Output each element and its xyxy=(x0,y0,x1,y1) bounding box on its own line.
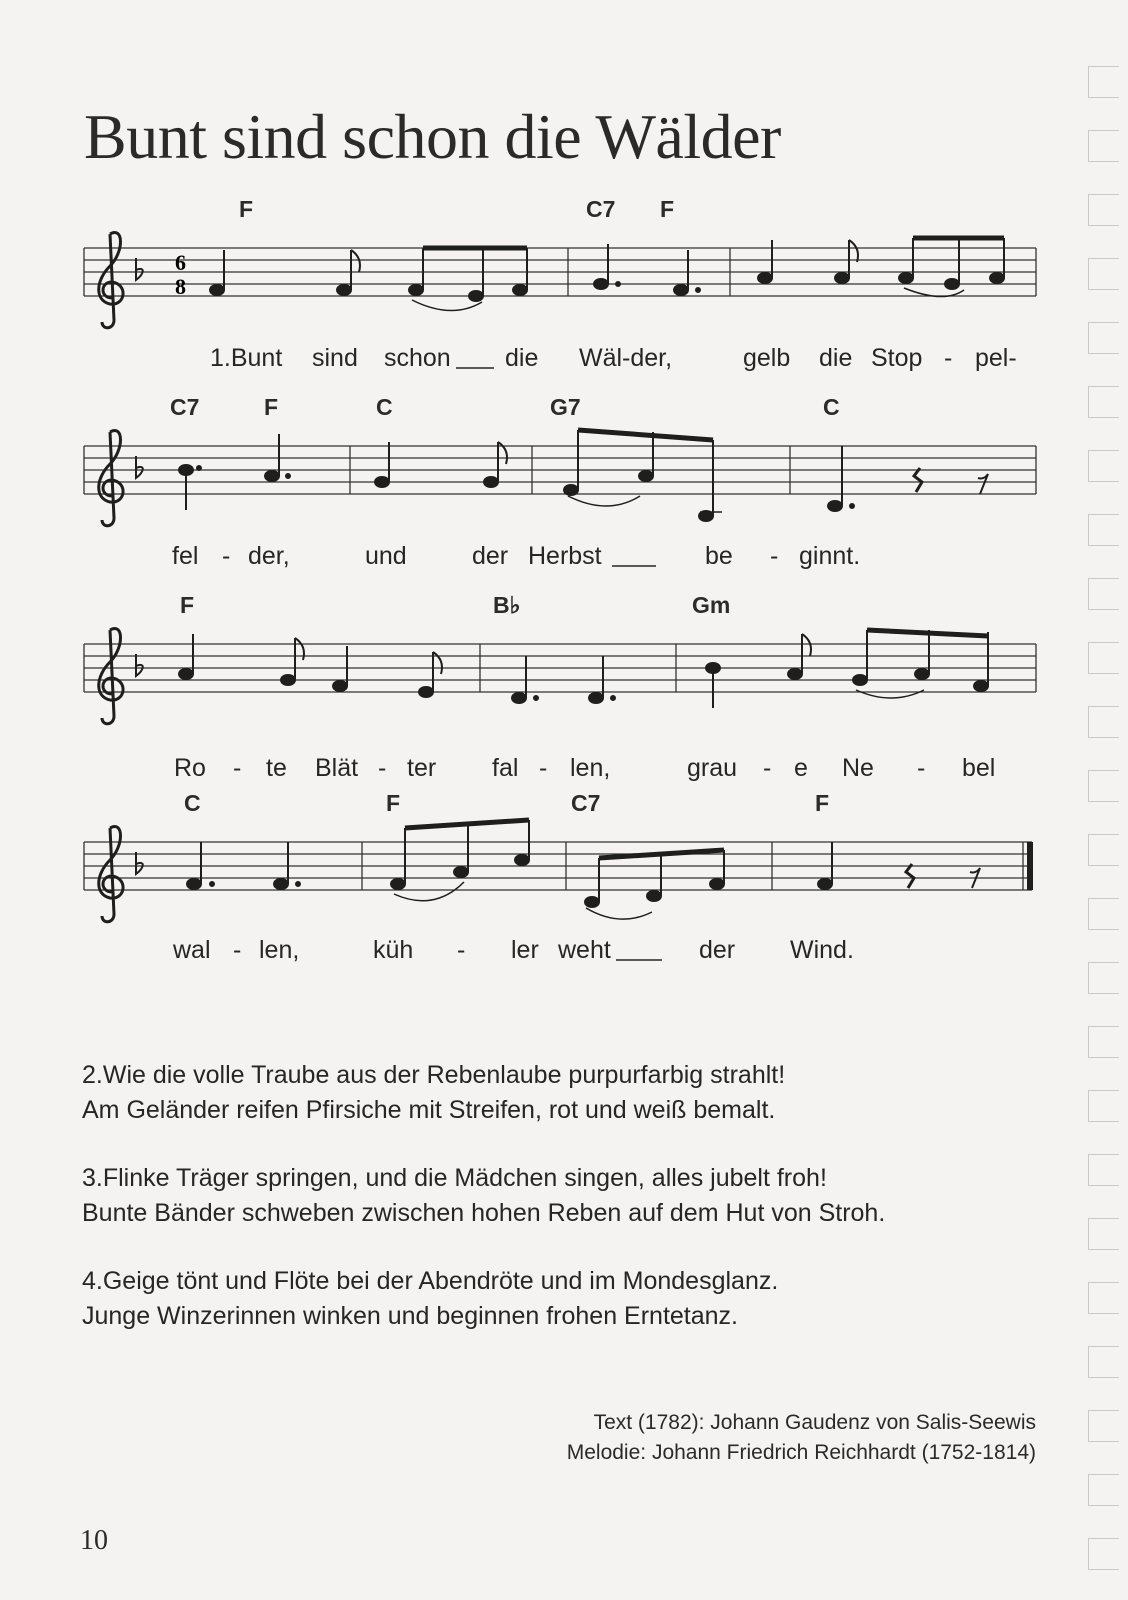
chord-symbol: G7 xyxy=(550,394,581,420)
text-credit: Text (1782): Johann Gaudenz von Salis-Seewis xyxy=(593,1411,1036,1434)
binding-ring-icon xyxy=(1088,1090,1119,1122)
lyric-syllable: fal xyxy=(492,754,519,782)
binding-ring-icon xyxy=(1088,194,1119,226)
extender-line xyxy=(616,958,662,962)
staff-system-1 xyxy=(84,233,1036,328)
extender-line xyxy=(456,366,494,370)
lyric-syllable: grau xyxy=(687,754,738,782)
lyric-syllable: Stop xyxy=(871,344,923,372)
lyric-syllable: - xyxy=(763,754,772,782)
binding-ring-icon xyxy=(1088,706,1119,738)
lyric-syllable: len, xyxy=(259,936,300,964)
chord-symbol: F xyxy=(180,592,195,618)
lyric-syllable: - xyxy=(770,542,779,570)
lyric-syllable: ler xyxy=(511,936,539,964)
flat-icon xyxy=(136,258,143,280)
binding-ring-icon xyxy=(1088,1026,1119,1058)
chord-symbol: F xyxy=(264,394,279,420)
lyric-syllable: Wind. xyxy=(790,936,854,964)
lyric-syllable: - xyxy=(378,754,387,782)
binding-ring-icon xyxy=(1088,1410,1119,1442)
binding-ring-icon xyxy=(1088,578,1119,610)
final-barline xyxy=(1027,842,1033,890)
binding-ring-icon xyxy=(1088,1218,1119,1250)
lyric-syllable: gelb xyxy=(743,344,791,372)
chord-symbol: F xyxy=(239,196,254,222)
lyric-syllable: - xyxy=(233,754,242,782)
binding-ring-icon xyxy=(1088,1474,1119,1506)
lyric-syllable: pel- xyxy=(975,344,1017,372)
lyric-syllable: ginnt. xyxy=(799,542,861,570)
chord-symbol: C7 xyxy=(170,394,200,420)
lyric-syllable: te xyxy=(266,754,287,782)
lyric-syllable: e xyxy=(794,754,808,782)
additional-verses xyxy=(82,1058,1082,1367)
lyric-syllable: fel xyxy=(172,542,199,570)
binding-ring-icon xyxy=(1088,322,1119,354)
lyric-syllable: Herbst xyxy=(528,542,602,570)
verse-line: 4.Geige tönt und Flöte bei der Abendröte und im Mondesglanz. xyxy=(82,1267,779,1295)
lyric-syllable: ter xyxy=(407,754,437,782)
lyric-syllable: 1.Bunt xyxy=(210,344,283,372)
flat-icon xyxy=(136,456,143,478)
binding-ring-icon xyxy=(1088,1154,1119,1186)
binding-ring-icon xyxy=(1088,642,1119,674)
lyric-syllable: schon xyxy=(384,344,451,372)
chord-symbol: C7 xyxy=(586,196,616,222)
flat-icon xyxy=(136,852,143,874)
binding-ring-icon xyxy=(1088,66,1119,98)
verse-3 xyxy=(82,1161,1082,1231)
verse-4 xyxy=(82,1264,1082,1334)
lyric-syllable: wal xyxy=(173,936,211,964)
chord-symbol: F xyxy=(386,790,401,816)
treble-clef-icon xyxy=(99,629,123,724)
verse-line: 3.Flinke Träger springen, und die Mädchen singen, alles jubelt froh! xyxy=(82,1164,827,1192)
time-sig-bottom: 8 xyxy=(175,274,186,299)
lyric-syllable: Blät xyxy=(315,754,359,782)
lyric-syllable: - xyxy=(457,936,466,964)
treble-clef-icon xyxy=(99,827,123,922)
page-number: 10 xyxy=(80,1525,108,1556)
lyric-syllable: - xyxy=(944,344,953,372)
lyric-syllable: - xyxy=(917,754,926,782)
staff-system-2 xyxy=(84,430,1036,526)
flat-icon xyxy=(136,654,143,676)
verse-line: Junge Winzerinnen winken und beginnen frohen Erntetanz. xyxy=(82,1302,738,1330)
verse-line: 2.Wie die volle Traube aus der Rebenlaube purpurfarbig strahlt! xyxy=(82,1061,786,1089)
staff-system-4 xyxy=(84,820,1033,922)
chord-symbol: B♭ xyxy=(493,592,521,618)
time-sig-top: 6 xyxy=(175,250,186,275)
song-title: Bunt sind schon die Wälder xyxy=(84,101,781,172)
lyric-syllable: len, xyxy=(570,754,611,782)
chord-symbol: C xyxy=(823,394,840,420)
extender-line xyxy=(612,564,656,568)
treble-clef-icon xyxy=(99,233,123,328)
binding-ring-icon xyxy=(1088,258,1119,290)
lyric-syllable: und xyxy=(365,542,407,570)
chord-symbol: C xyxy=(184,790,201,816)
verse-line: Bunte Bänder schweben zwischen hohen Reben auf dem Hut von Stroh. xyxy=(82,1199,886,1227)
chord-symbol: Gm xyxy=(692,592,731,618)
binding-ring-icon xyxy=(1088,514,1119,546)
lyric-syllable: die xyxy=(505,344,539,372)
lyric-syllable: sind xyxy=(312,344,358,372)
lyric-syllable: Ne xyxy=(842,754,874,782)
chord-symbol: C xyxy=(376,394,393,420)
lyric-syllable: - xyxy=(539,754,548,782)
lyric-syllable: be xyxy=(705,542,733,570)
melody-credit: Melodie: Johann Friedrich Reichhardt (1752-1814) xyxy=(566,1441,1036,1464)
treble-clef-icon xyxy=(99,431,123,526)
staff-system-3 xyxy=(84,629,1036,724)
lyric-syllable: küh xyxy=(373,936,414,964)
binding-ring-icon xyxy=(1088,1346,1119,1378)
lyric-syllable: - xyxy=(222,542,231,570)
lyric-syllable: - xyxy=(233,936,242,964)
lyric-syllable: Wäl-der, xyxy=(579,344,673,372)
chord-symbol: F xyxy=(815,790,830,816)
binding-ring-icon xyxy=(1088,1538,1119,1570)
lyric-syllable: Ro xyxy=(174,754,206,782)
song-credits xyxy=(567,1408,1036,1468)
lyric-syllable: bel xyxy=(962,754,996,782)
binding-ring-icon xyxy=(1088,1282,1119,1314)
binding-ring-icon xyxy=(1088,898,1119,930)
binding-ring-icon xyxy=(1088,962,1119,994)
verse-2 xyxy=(82,1058,1082,1128)
verse-line: Am Geländer reifen Pfirsiche mit Streifen, rot und weiß bemalt. xyxy=(82,1096,776,1124)
lyric-syllable: der, xyxy=(248,542,290,570)
chord-symbol: F xyxy=(660,196,675,222)
binding-ring-icon xyxy=(1088,130,1119,162)
binding-ring-icon xyxy=(1088,770,1119,802)
lyric-syllable: der xyxy=(699,936,736,964)
lyric-syllable: weht xyxy=(558,936,611,964)
lyric-syllable: der xyxy=(472,542,509,570)
chord-symbol: C7 xyxy=(571,790,601,816)
lyric-syllable: die xyxy=(819,344,853,372)
binding-ring-icon xyxy=(1088,386,1119,418)
binding-ring-icon xyxy=(1088,450,1119,482)
binding-ring-icon xyxy=(1088,834,1119,866)
